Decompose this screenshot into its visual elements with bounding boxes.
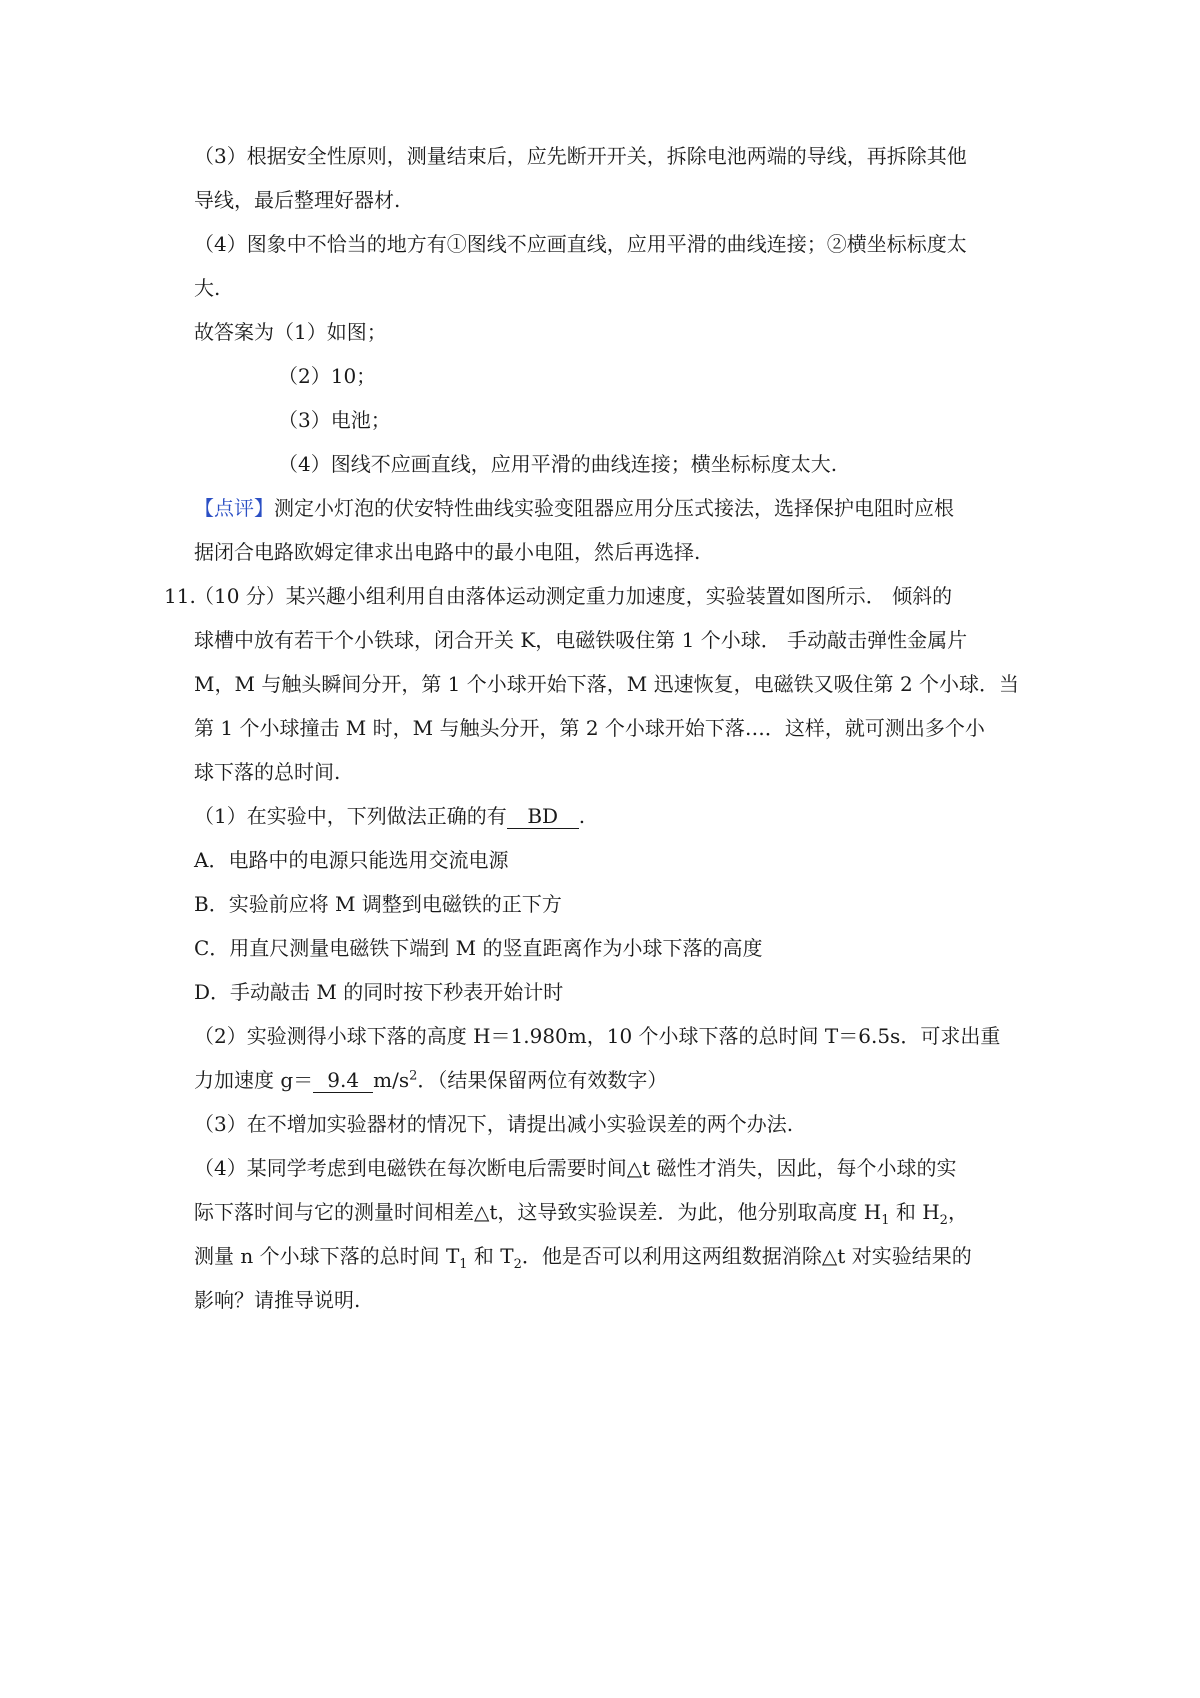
q11-line3: M，M 与触头瞬间分开，第 1 个小球开始下落，M 迅速恢复，电磁铁又吸住第 2 个小球．当 (194, 672, 1020, 696)
prev-part4-line1: （4）图象中不恰当的地方有①图线不应画直线，应用平滑的曲线连接；②横坐标标度太 (194, 232, 967, 256)
comment-line1 (194, 494, 954, 522)
part4-line4: 影响？请推导说明. (194, 1288, 361, 1312)
question-number: 11. (164, 584, 196, 608)
answer-3: （3）电池； (278, 408, 391, 432)
part3: （3）在不增加实验器材的情况下，请提出减小实验误差的两个办法. (194, 1112, 794, 1136)
option-a: A．电路中的电源只能选用交流电源 (194, 848, 509, 872)
prev-part3-line1: （3）根据安全性原则，测量结束后，应先断开开关，拆除电池两端的导线，再拆除其他 (194, 144, 967, 168)
q11-line1: （10 分）某兴趣小组利用自由落体运动测定重力加速度，实验装置如图所示． 倾斜的 (194, 584, 953, 608)
part2-unit: m/s (373, 1068, 410, 1092)
t2-subscript: 2 (513, 1257, 522, 1272)
part4-line3-text-c: ．他是否可以利用这两组数据消除△t 对实验结果的 (521, 1244, 972, 1268)
part1-answer-blank: BD (507, 804, 579, 829)
comment-line2: 据闭合电路欧姆定律求出电路中的最小电阻，然后再选择. (194, 540, 701, 564)
part4-line2-text-b: 和 H (889, 1200, 940, 1224)
t1-subscript: 1 (459, 1257, 468, 1272)
part1-prompt (194, 802, 585, 830)
part4-line2-text-c: ， (947, 1200, 968, 1224)
part1-prefix: （1）在实验中，下列做法正确的有 (194, 804, 507, 828)
part2-suffix: ．（结果保留两位有效数字） (417, 1068, 668, 1092)
part4-line2-text-a: 际下落时间与它的测量时间相差△t，这导致实验误差．为此，他分别取高度 H (194, 1200, 882, 1224)
h1-subscript: 1 (881, 1213, 890, 1228)
answers-intro: 故答案为（1）如图； (194, 320, 387, 344)
part2-unit-exponent: 2 (409, 1068, 418, 1084)
part4-line2 (194, 1198, 968, 1228)
prev-part3-line2: 导线，最后整理好器材. (194, 188, 401, 212)
option-b: B．实验前应将 M 调整到电磁铁的正下方 (194, 892, 562, 916)
part4-line3 (194, 1242, 972, 1272)
part2-line1: （2）实验测得小球下落的高度 H＝1.980m，10 个小球下落的总时间 T＝6.5s．可求出重 (194, 1024, 1001, 1048)
h2-subscript: 2 (939, 1213, 948, 1228)
part2-prefix: 力加速度 g＝ (194, 1068, 314, 1092)
option-c: C．用直尺测量电磁铁下端到 M 的竖直距离作为小球下落的高度 (194, 936, 763, 960)
part4-line3-text-a: 测量 n 个小球下落的总时间 T (194, 1244, 460, 1268)
q11-line2: 球槽中放有若干个小铁球，闭合开关 K，电磁铁吸住第 1 个小球． 手动敲击弹性金属片 (194, 628, 968, 652)
prev-part4-line2: 大. (194, 276, 221, 300)
part4-line3-text-b: 和 T (467, 1244, 514, 1268)
part4-line1: （4）某同学考虑到电磁铁在每次断电后需要时间△t 磁性才消失，因此，每个小球的实 (194, 1156, 957, 1180)
option-d: D．手动敲击 M 的同时按下秒表开始计时 (194, 980, 564, 1004)
answer-4: （4）图线不应画直线，应用平滑的曲线连接；横坐标标度太大. (278, 452, 838, 476)
comment-label: 【点评】 (194, 496, 274, 520)
part2-answer-blank: 9.4 (313, 1068, 373, 1093)
q11-line5: 球下落的总时间. (194, 760, 341, 784)
answer-2: （2）10； (278, 364, 377, 388)
part2-line2 (194, 1066, 667, 1094)
comment-text1: 测定小灯泡的伏安特性曲线实验变阻器应用分压式接法，选择保护电阻时应根 (274, 496, 954, 520)
part1-suffix: . (578, 804, 586, 828)
q11-line4: 第 1 个小球撞击 M 时，M 与触头分开，第 2 个小球开始下落…．这样，就可测出多个小 (194, 716, 985, 740)
